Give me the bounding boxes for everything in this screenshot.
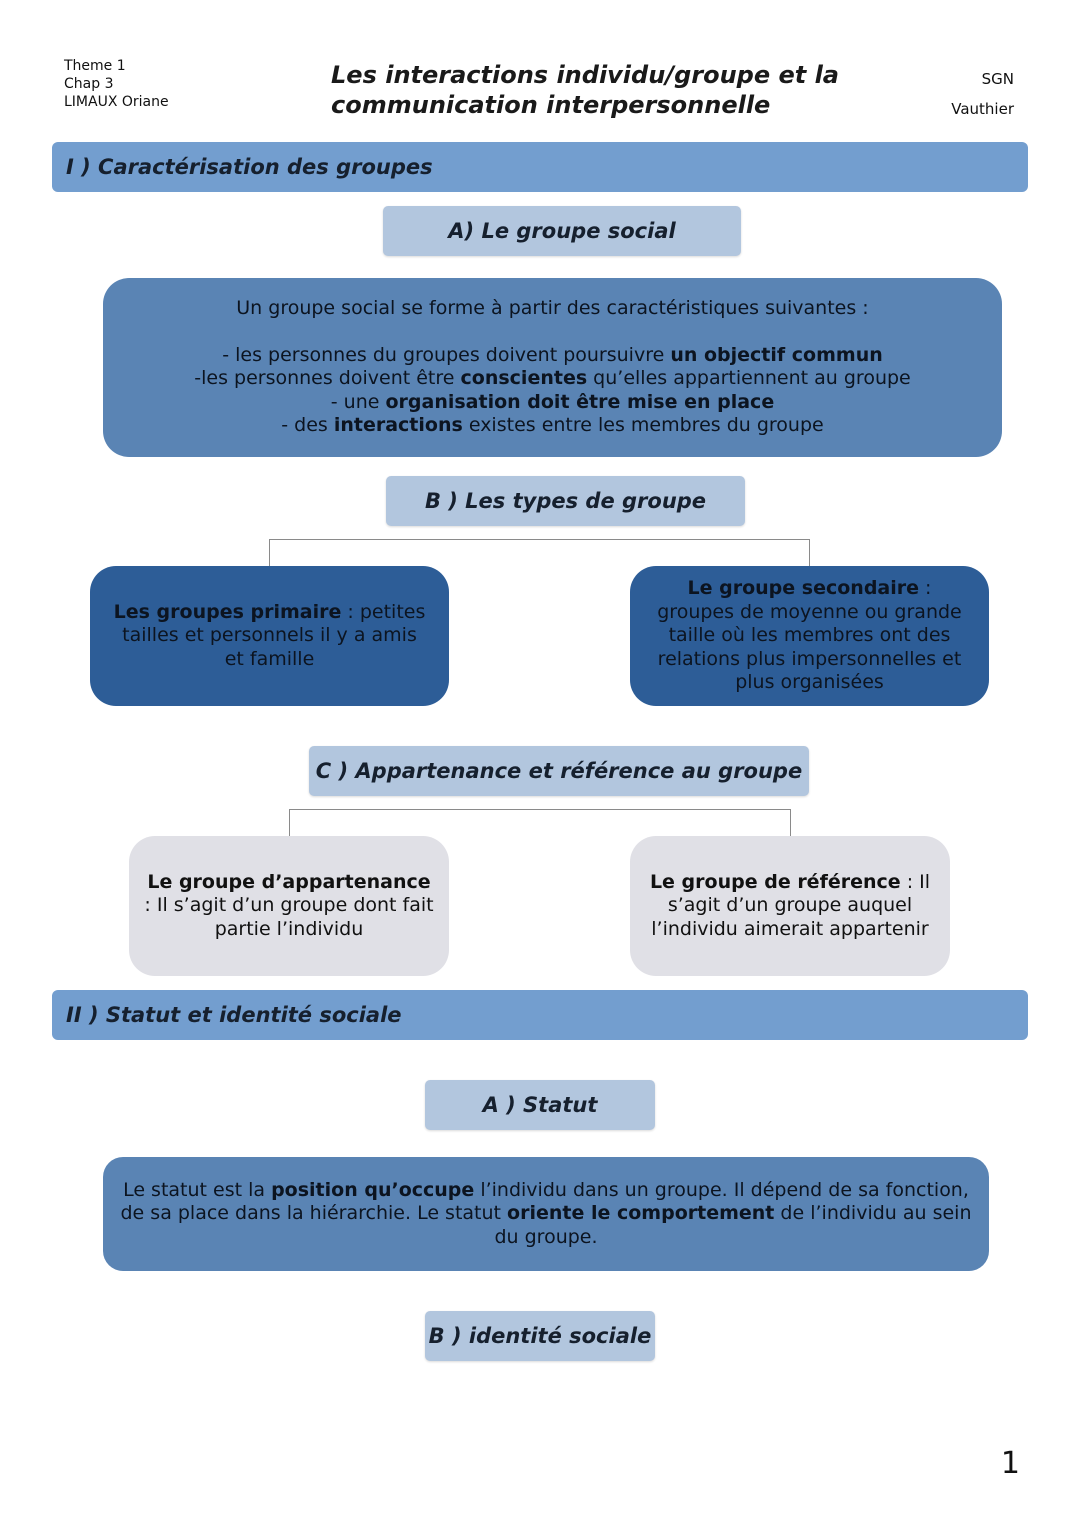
author-name: LIMAUX Oriane [64, 94, 169, 110]
appartenance-connector [289, 809, 791, 837]
page-number: 1 [1000, 1446, 1020, 1481]
statut-box [103, 1157, 989, 1271]
secondary-group-box [630, 566, 989, 706]
theme-label: Theme 1 [64, 58, 126, 74]
header-right [951, 64, 1014, 124]
belonging-group-term: Le groupe d’appartenance [147, 870, 431, 893]
groupe-social-box [103, 278, 1002, 457]
heading-groupe-social: A) Le groupe social [383, 206, 741, 256]
criterion-item: - des interactions existes entre les membres du groupe [281, 414, 824, 437]
section-1-bar: I ) Caractérisation des groupes [52, 142, 1028, 192]
reference-group-box [630, 836, 950, 976]
title-line-1: Les interactions individu/groupe et la [331, 61, 839, 89]
section-2-bar: II ) Statut et identité sociale [52, 990, 1028, 1040]
heading-appartenance: C ) Appartenance et référence au groupe [309, 746, 809, 796]
heading-statut: A ) Statut [425, 1080, 655, 1130]
chapter-label: Chap 3 [64, 76, 114, 92]
heading-identite-sociale: B ) identité sociale [425, 1311, 655, 1361]
title-line-2: communication interpersonnelle [331, 91, 771, 119]
header-meta [64, 57, 169, 111]
types-connector [269, 539, 810, 567]
criterion-item: - une organisation doit être mise en place [330, 390, 775, 413]
reference-group-def: : Il s’agit d’un groupe auquel l’individu aimerait appartenir [651, 870, 931, 940]
criterion-item: - les personnes du groupes doivent poursuivre un objectif commun [222, 343, 883, 366]
groupe-social-intro: Un groupe social se forme à partir des caractéristiques suivantes : [236, 297, 869, 320]
secondary-group-term: Le groupe secondaire [687, 577, 920, 600]
belonging-group-box [129, 836, 449, 976]
primary-group-box [90, 566, 449, 706]
page-title [331, 60, 839, 120]
teacher-name: Vauthier [951, 100, 1014, 118]
school-label: SGN [981, 70, 1014, 88]
belonging-group-def: : Il s’agit d’un groupe dont fait partie l’individu [144, 894, 434, 940]
heading-types-groupe: B ) Les types de groupe [386, 476, 745, 526]
criterion-item: -les personnes doivent être conscientes qu’elles appartiennent au groupe [194, 367, 911, 390]
primary-group-def: : petites tailles et personnels il y a amis et famille [122, 600, 426, 670]
primary-group-term: Les groupes primaire [113, 600, 342, 623]
secondary-group-def: : groupes de moyenne ou grande taille où les membres ont des relations plus impersonnelles et plus organisées [657, 577, 962, 694]
statut-definition: Le statut est la position qu’occupe l’individu dans un groupe. Il dépend de sa fonction, de sa place dans la hiérarchie. Le statut oriente le comportement de l’individu au sein du groupe. [120, 1178, 972, 1248]
reference-group-term: Le groupe de référence [649, 870, 901, 893]
